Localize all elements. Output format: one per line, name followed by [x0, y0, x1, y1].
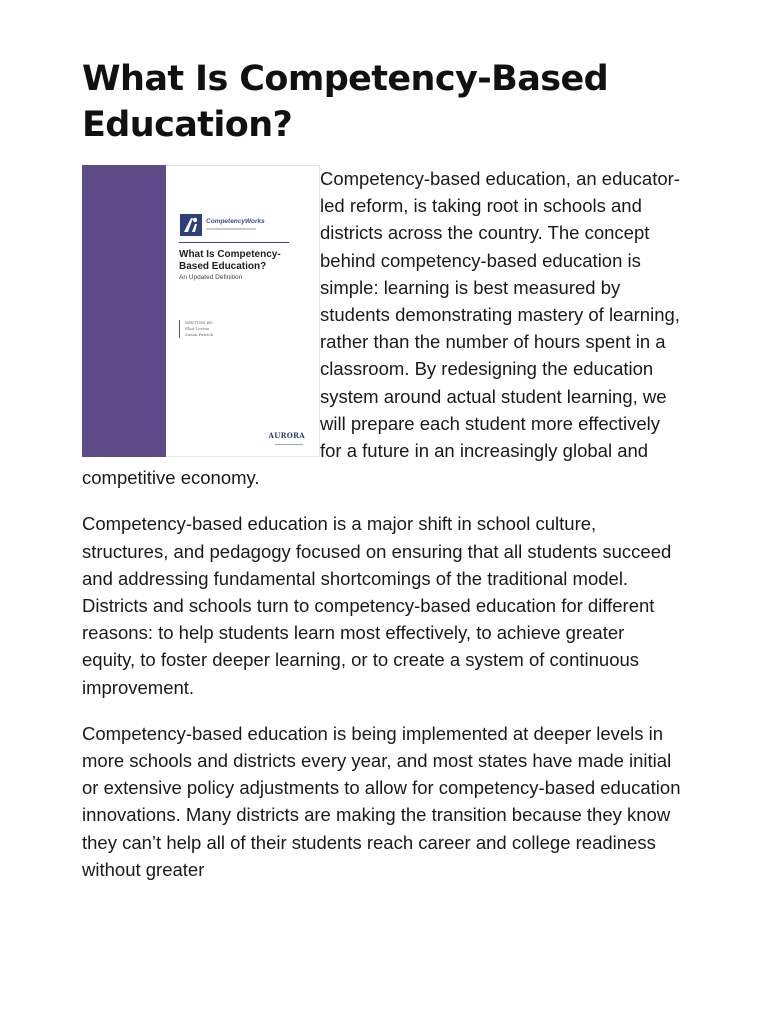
paragraph-1: Competency-based education, an educator-led reform, is taking root in schools and districts across the country. The concept behind competency-based education is simple: learning is best measured by students demonstrating mastery of learning, rather than the number of hours spent in a classroom. By redesigning the education system around actual student learning, we will prepare each student more effectively for a future in an increasingly global and competitive economy. [82, 168, 680, 489]
article [82, 56, 682, 902]
cover-subtitle: An Updated Definition [179, 274, 243, 281]
cover-divider [179, 242, 289, 243]
competencyworks-logo-icon [180, 214, 202, 236]
aurora-logo-underline [275, 444, 303, 446]
cover-author: Susan Patrick [185, 332, 213, 337]
article-title: What Is Competency-Based Education? [82, 59, 609, 145]
cover-brand: CompetencyWorks [206, 218, 265, 225]
cover-spine [82, 165, 166, 457]
report-cover-image [82, 165, 320, 457]
cover-author: Eliot Levine [185, 326, 210, 331]
paragraph-3: Competency-based education is being implemented at deeper levels in more schools and districts every year, and most states have made initial or extensive policy adjustments to allow for competency-based education innovations. Many districts are making the transition because they know they can’t help all of their students reach career and college readiness without greater [82, 722, 681, 880]
cover-title: What Is Competency-Based Education? [179, 249, 281, 272]
cover-page [166, 165, 320, 457]
cover-brand-tagline [206, 228, 256, 230]
cover-authors [179, 320, 213, 338]
paragraph-2: Competency-based education is a major shift in school culture, structures, and pedagogy focused on ensuring that all students succeed and addressing fundamental shortcomings of the traditional model. Districts and schools turn to competency-based education for different reasons: to help students learn most effectively, to achieve greater equity, to foster deeper learning, or to create a system of continuous improvement. [82, 513, 672, 698]
cover-authors-heading: WRITTEN BY: [185, 320, 214, 325]
aurora-logo: AURORA [268, 431, 305, 440]
